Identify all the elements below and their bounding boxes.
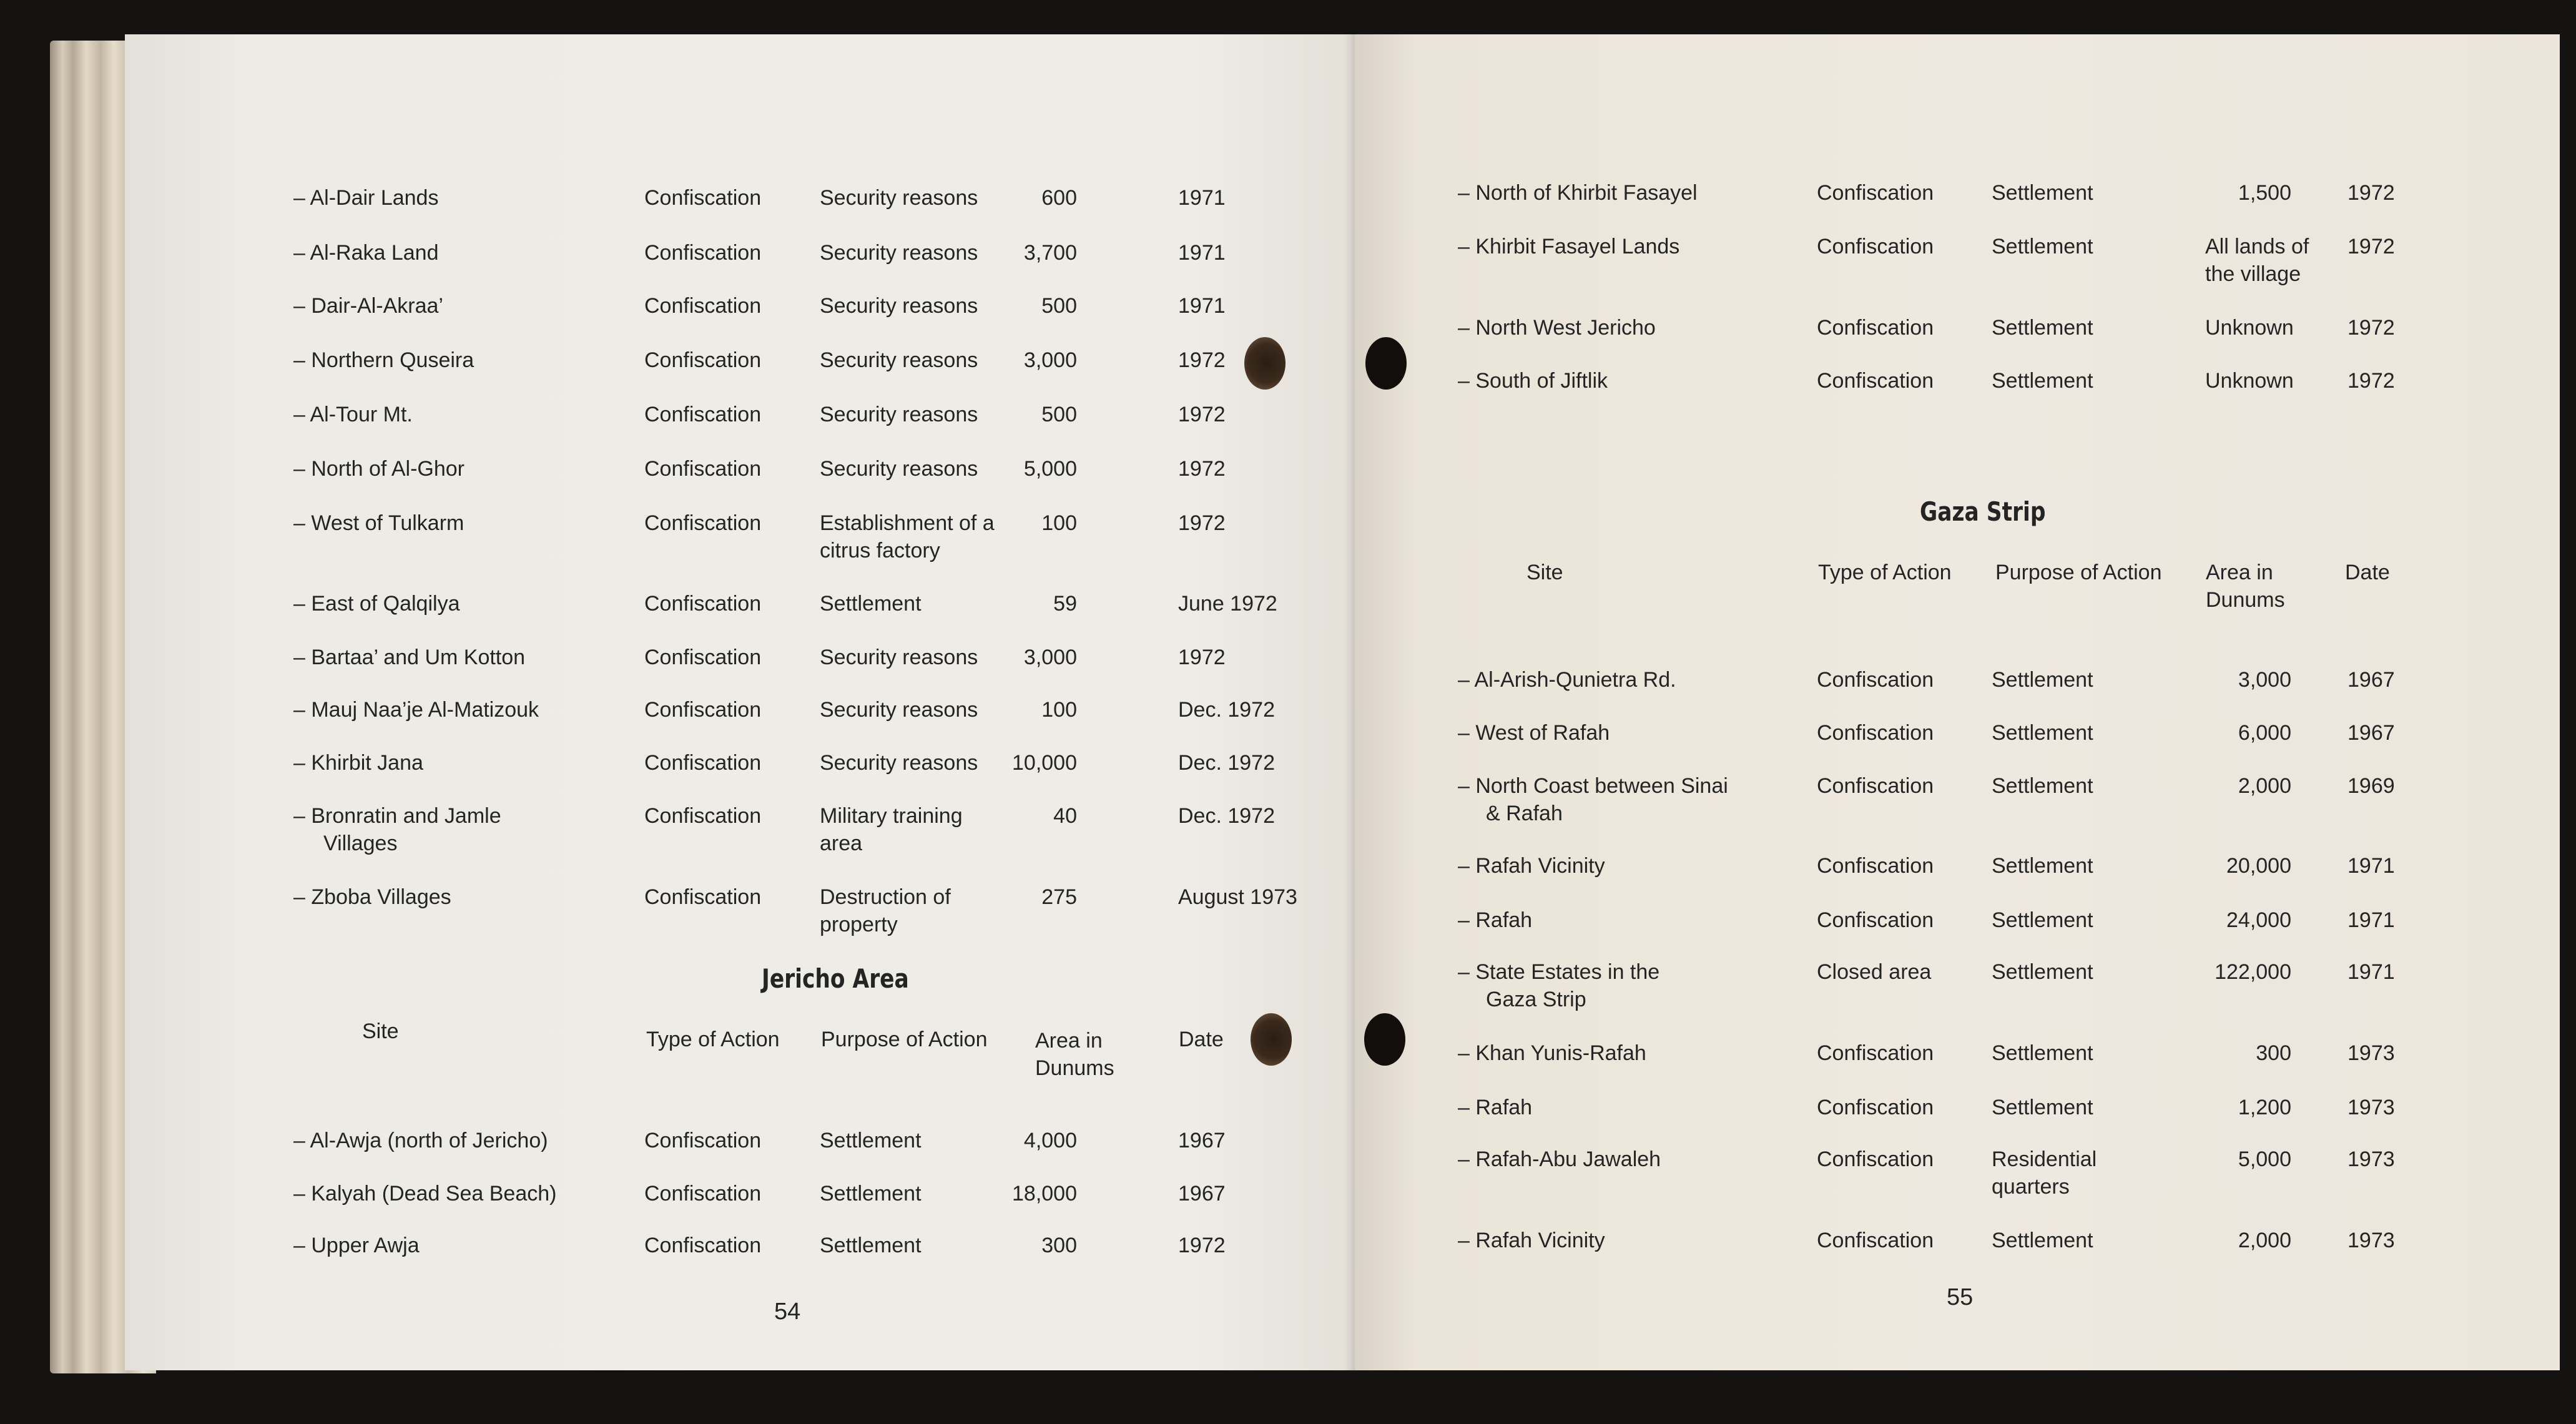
type-cell: Confiscation: [644, 1182, 762, 1205]
purpose-cell: Settlement: [1992, 774, 2093, 798]
site-cell: – South of Jiftlik: [1458, 369, 1608, 393]
purpose-cell: Establishment of a: [820, 511, 995, 535]
area-cell: 300: [2256, 1041, 2291, 1065]
area-cell: 6,000: [2238, 721, 2291, 745]
date-cell: Dec. 1972: [1178, 751, 1275, 775]
purpose-cell: Settlement: [820, 1129, 922, 1152]
type-cell: Confiscation: [1817, 668, 1934, 692]
type-cell: Confiscation: [644, 457, 762, 481]
purpose-cell: Security reasons: [820, 186, 978, 210]
type-cell: Confiscation: [1817, 1229, 1934, 1252]
date-cell: June 1972: [1178, 592, 1277, 616]
area-cell: 1,200: [2238, 1096, 2291, 1119]
site-cell: – Rafah Vicinity: [1458, 1229, 1605, 1252]
area-cell: 500: [1041, 294, 1077, 318]
purpose-cell: Settlement: [1992, 854, 2093, 878]
site-cell: – Al-Tour Mt.: [293, 403, 413, 426]
site-cell: – Khan Yunis-Rafah: [1458, 1041, 1646, 1065]
date-cell: 1972: [1178, 1234, 1226, 1257]
date-cell: August 1973: [1178, 885, 1297, 909]
purpose-cell: Settlement: [1992, 181, 2093, 205]
binder-hole: [1365, 337, 1407, 390]
purpose-cell: Settlement: [1992, 369, 2093, 393]
area-cell: 500: [1041, 403, 1077, 426]
type-cell: Confiscation: [1817, 721, 1934, 745]
header-type: Type of Action: [646, 1028, 780, 1051]
area-cell: 600: [1041, 186, 1077, 210]
date-cell: Dec. 1972: [1178, 698, 1275, 722]
site-cell-line2: Gaza Strip: [1486, 988, 1586, 1011]
header-area-unit: Dunums: [1035, 1056, 1114, 1080]
type-cell: Confiscation: [644, 403, 762, 426]
purpose-cell: Security reasons: [820, 751, 978, 775]
type-cell: Confiscation: [644, 348, 762, 372]
area-cell: 3,000: [1023, 646, 1077, 669]
header-date: Date: [1179, 1028, 1224, 1051]
site-cell: – Rafah-Abu Jawaleh: [1458, 1147, 1661, 1171]
type-cell: Confiscation: [644, 751, 762, 775]
date-cell: 1973: [2347, 1229, 2395, 1252]
type-cell: Confiscation: [644, 294, 762, 318]
area-cell: 5,000: [2238, 1147, 2291, 1171]
area-cell: 1,500: [2238, 181, 2291, 205]
type-cell: Closed area: [1817, 960, 1932, 984]
type-cell: Confiscation: [644, 186, 762, 210]
area-cell: 300: [1041, 1234, 1077, 1257]
site-cell: – Northern Quseira: [293, 348, 474, 372]
header-date: Date: [2345, 561, 2390, 584]
purpose-cell: Settlement: [1992, 1096, 2093, 1119]
site-cell-line2: & Rafah: [1486, 802, 1563, 825]
site-cell: – Al-Awja (north of Jericho): [293, 1129, 548, 1152]
date-cell: 1971: [1178, 294, 1226, 318]
header-purpose: Purpose of Action: [821, 1028, 988, 1051]
date-cell: 1972: [2347, 181, 2395, 205]
area-cell: 59: [1053, 592, 1077, 616]
purpose-cell: Settlement: [1992, 668, 2093, 692]
right-page: [1355, 34, 2560, 1370]
site-cell: – East of Qalqilya: [293, 592, 460, 616]
type-cell: Confiscation: [1817, 181, 1934, 205]
date-cell: 1967: [1178, 1129, 1226, 1152]
site-cell: – North of Khirbit Fasayel: [1458, 181, 1698, 205]
type-cell: Confiscation: [644, 698, 762, 722]
date-cell: 1972: [2347, 369, 2395, 393]
date-cell: 1971: [1178, 186, 1226, 210]
type-cell: Confiscation: [1817, 369, 1934, 393]
area-cell: 10,000: [1012, 751, 1077, 775]
area-cell: 2,000: [2238, 1229, 2291, 1252]
area-cell: 3,000: [1023, 348, 1077, 372]
site-cell: – Rafah Vicinity: [1458, 854, 1605, 878]
purpose-cell: Security reasons: [820, 294, 978, 318]
header-site: Site: [362, 1019, 399, 1043]
type-cell: Confiscation: [1817, 1096, 1934, 1119]
purpose-cell: Security reasons: [820, 457, 978, 481]
type-cell: Confiscation: [1817, 235, 1934, 258]
type-cell: Confiscation: [644, 804, 762, 828]
binder-hole: [1251, 1013, 1292, 1066]
area-cell-line2: the village: [2205, 262, 2301, 286]
open-book: [44, 34, 2522, 1377]
date-cell: 1969: [2347, 774, 2395, 798]
site-cell: – Bronratin and Jamle: [293, 804, 501, 828]
purpose-cell: Security reasons: [820, 348, 978, 372]
type-cell: Confiscation: [1817, 854, 1934, 878]
date-cell: 1971: [2347, 854, 2395, 878]
site-cell: – West of Rafah: [1458, 721, 1610, 745]
date-cell: 1971: [2347, 908, 2395, 932]
header-area: Area in: [1035, 1029, 1103, 1053]
date-cell: Dec. 1972: [1178, 804, 1275, 828]
date-cell: 1972: [1178, 403, 1226, 426]
area-cell: All lands of: [2205, 235, 2309, 258]
site-cell: – North of Al-Ghor: [293, 457, 465, 481]
purpose-cell: Settlement: [820, 1182, 922, 1205]
site-cell: – State Estates in the: [1458, 960, 1660, 984]
purpose-cell: Settlement: [820, 592, 922, 616]
site-cell: – Khirbit Jana: [293, 751, 423, 775]
purpose-cell: Settlement: [1992, 316, 2093, 340]
date-cell: 1971: [2347, 960, 2395, 984]
header-site: Site: [1526, 561, 1563, 584]
date-cell: 1967: [2347, 668, 2395, 692]
area-cell: 20,000: [2226, 854, 2291, 878]
type-cell: Confiscation: [644, 241, 762, 265]
date-cell: 1973: [2347, 1096, 2395, 1119]
purpose-cell: Settlement: [1992, 1041, 2093, 1065]
date-cell: 1967: [2347, 721, 2395, 745]
area-cell: 40: [1053, 804, 1077, 828]
site-cell: – Rafah: [1458, 908, 1533, 932]
purpose-cell: Military training: [820, 804, 963, 828]
area-cell: 5,000: [1023, 457, 1077, 481]
site-cell: – Khirbit Fasayel Lands: [1458, 235, 1680, 258]
purpose-cell: Security reasons: [820, 698, 978, 722]
type-cell: Confiscation: [644, 592, 762, 616]
purpose-cell: Residential: [1992, 1147, 2097, 1171]
site-cell: – North Coast between Sinai: [1458, 774, 1728, 798]
left-page: [125, 34, 1380, 1370]
area-cell: 3,000: [2238, 668, 2291, 692]
area-cell: 100: [1041, 511, 1077, 535]
purpose-cell-line2: citrus factory: [820, 539, 940, 562]
type-cell: Confiscation: [1817, 1147, 1934, 1171]
type-cell: Confiscation: [1817, 774, 1934, 798]
date-cell: 1967: [1178, 1182, 1226, 1205]
date-cell: 1972: [2347, 235, 2395, 258]
site-cell: – Zboba Villages: [293, 885, 451, 909]
header-area: Area in: [2206, 561, 2273, 584]
site-cell: – West of Tulkarm: [293, 511, 465, 535]
jericho-section-title: Jericho Area: [762, 963, 909, 994]
purpose-cell: Settlement: [1992, 908, 2093, 932]
area-cell: 18,000: [1012, 1182, 1077, 1205]
area-cell: 100: [1041, 698, 1077, 722]
purpose-cell: Settlement: [1992, 1229, 2093, 1252]
header-area-unit: Dunums: [2206, 588, 2285, 612]
type-cell: Confiscation: [644, 646, 762, 669]
date-cell: 1971: [1178, 241, 1226, 265]
site-cell: – Al-Dair Lands: [293, 186, 439, 210]
purpose-cell: Settlement: [1992, 235, 2093, 258]
site-cell: – Kalyah (Dead Sea Beach): [293, 1182, 557, 1205]
page-number-54: 54: [774, 1299, 801, 1325]
binder-hole: [1244, 337, 1286, 390]
purpose-cell: Settlement: [820, 1234, 922, 1257]
area-cell: 122,000: [2215, 960, 2291, 984]
area-cell: 4,000: [1023, 1129, 1077, 1152]
binder-hole: [1364, 1013, 1405, 1066]
area-cell: 275: [1041, 885, 1077, 909]
purpose-cell: Settlement: [1992, 960, 2093, 984]
date-cell: 1972: [1178, 646, 1226, 669]
site-cell: – Al-Arish-Qunietra Rd.: [1458, 668, 1676, 692]
site-cell: – Dair-Al-Akraa’: [293, 294, 443, 318]
purpose-cell: Settlement: [1992, 721, 2093, 745]
area-cell: 3,700: [1023, 241, 1077, 265]
site-cell: – Upper Awja: [293, 1234, 420, 1257]
date-cell: 1972: [1178, 457, 1226, 481]
site-cell: – Bartaa’ and Um Kotton: [293, 646, 526, 669]
site-cell: – North West Jericho: [1458, 316, 1656, 340]
purpose-cell-line2: quarters: [1992, 1175, 2070, 1199]
type-cell: Confiscation: [1817, 1041, 1934, 1065]
area-cell: Unknown: [2205, 316, 2294, 340]
site-cell-line2: Villages: [323, 832, 398, 855]
date-cell: 1973: [2347, 1041, 2395, 1065]
purpose-cell: Destruction of: [820, 885, 951, 909]
type-cell: Confiscation: [644, 511, 762, 535]
type-cell: Confiscation: [644, 1234, 762, 1257]
area-cell: 24,000: [2226, 908, 2291, 932]
site-cell: – Rafah: [1458, 1096, 1533, 1119]
type-cell: Confiscation: [1817, 908, 1934, 932]
purpose-cell-line2: area: [820, 832, 863, 855]
gaza-section-title: Gaza Strip: [1920, 496, 2046, 527]
site-cell: – Al-Raka Land: [293, 241, 439, 265]
purpose-cell: Security reasons: [820, 403, 978, 426]
date-cell: 1972: [1178, 348, 1226, 372]
header-purpose: Purpose of Action: [1995, 561, 2162, 584]
area-cell: Unknown: [2205, 369, 2294, 393]
type-cell: Confiscation: [644, 885, 762, 909]
purpose-cell: Security reasons: [820, 646, 978, 669]
purpose-cell: Security reasons: [820, 241, 978, 265]
header-type: Type of Action: [1818, 561, 1952, 584]
date-cell: 1972: [2347, 316, 2395, 340]
page-number-55: 55: [1947, 1284, 1974, 1310]
site-cell: – Mauj Naa’je Al-Matizouk: [293, 698, 539, 722]
area-cell: 2,000: [2238, 774, 2291, 798]
date-cell: 1972: [1178, 511, 1226, 535]
date-cell: 1973: [2347, 1147, 2395, 1171]
type-cell: Confiscation: [644, 1129, 762, 1152]
purpose-cell-line2: property: [820, 913, 898, 936]
type-cell: Confiscation: [1817, 316, 1934, 340]
